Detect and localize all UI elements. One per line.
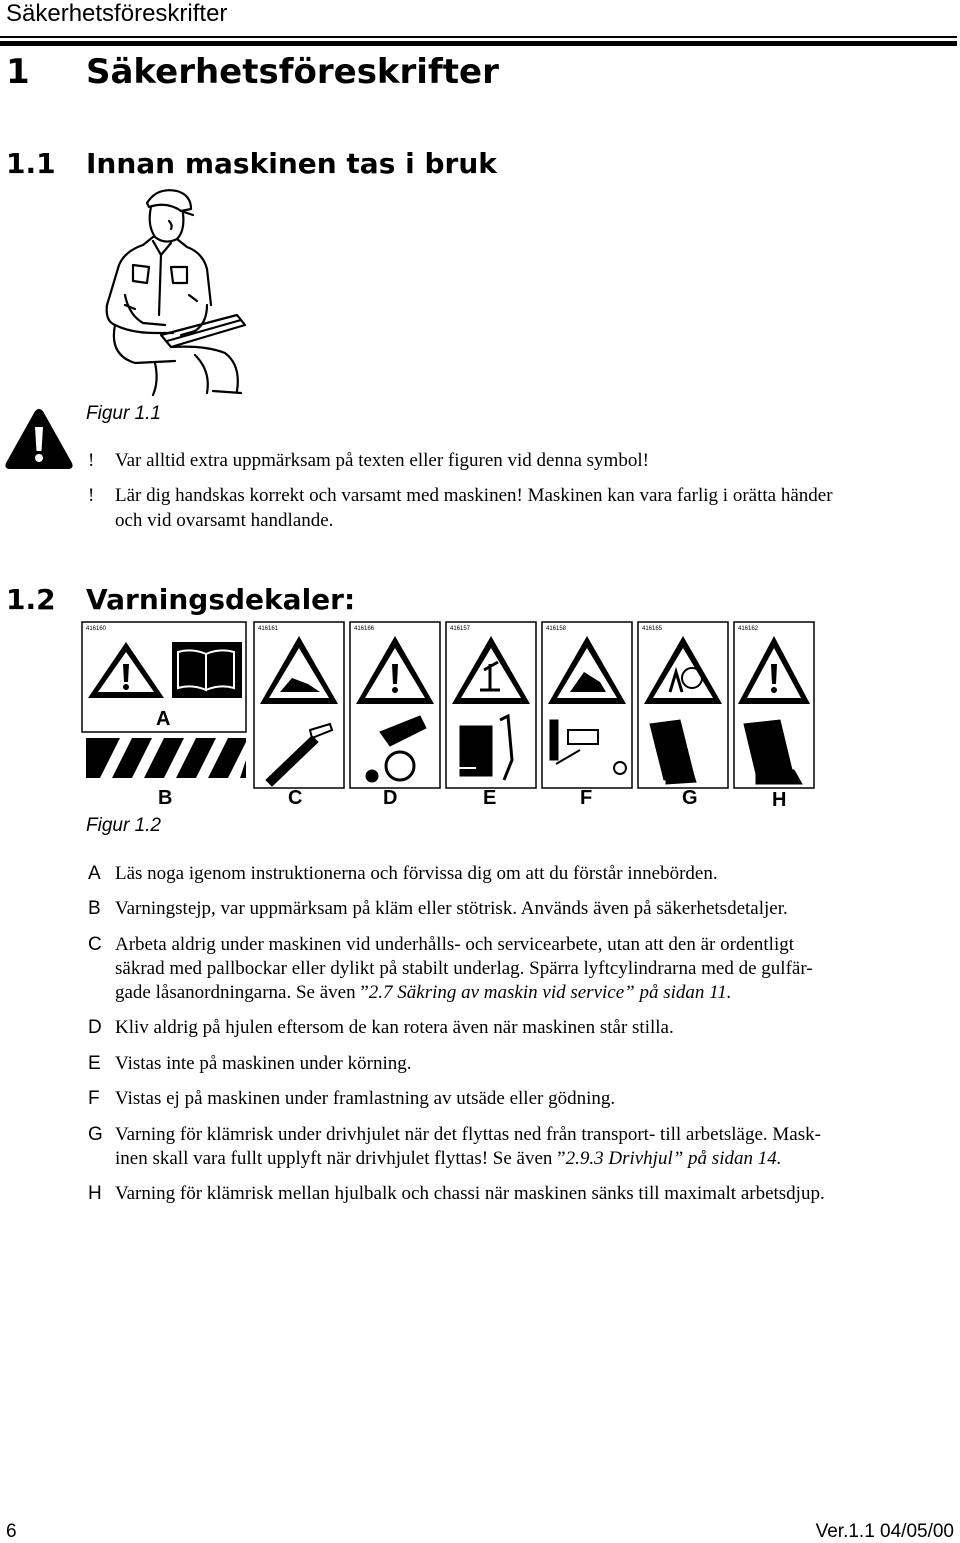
decal-label-g: G: [682, 787, 698, 809]
item-label: G: [88, 1124, 103, 1145]
decal-code: 416166: [354, 626, 375, 632]
item-text: Varningstejp, var uppmärksam på kläm eller stötrisk. Används även på säkerhetsdetaljer.: [115, 898, 788, 919]
item-label: B: [88, 898, 101, 919]
item-text: Läs noga igenom instruktionerna och förvissa dig om att du förstår innebörden.: [115, 863, 718, 884]
decal-label-a: A: [156, 708, 171, 730]
decal-code: 416160: [86, 626, 107, 632]
item-label: C: [88, 934, 102, 955]
chapter-number: 1: [6, 52, 30, 92]
list-item-f: [88, 1087, 936, 1111]
section-title: Innan maskinen tas i bruk: [86, 147, 497, 180]
item-text: inen skall vara fullt upplyft när drivhjulet flyttas! Se även ”: [115, 1148, 566, 1169]
item-text-line: Arbeta aldrig under maskinen vid underhålls- och servicearbete, utan att den är ordentligt: [115, 934, 794, 955]
item-text-line: Varning för klämrisk under drivhjulet när det flyttas ned från transport- till arbetsläge. Mask-: [115, 1124, 821, 1145]
item-label: D: [88, 1017, 102, 1038]
list-item-g: [88, 1123, 936, 1171]
list-item-a: [88, 862, 936, 886]
item-text-line: [115, 1147, 936, 1171]
item-text: Varning för klämrisk mellan hjulbalk och chassi när maskinen sänks till maximalt arbetsdjup.: [115, 1183, 825, 1204]
version-info: Ver.1.1 04/05/00: [815, 1521, 954, 1542]
decal-label-f: F: [580, 787, 593, 809]
decal-label-b: B: [158, 787, 173, 809]
section-number: 1.1: [6, 147, 56, 180]
item-label: A: [88, 863, 101, 884]
item-text-line: [115, 981, 936, 1005]
warning-decals-figure: [80, 620, 815, 790]
warning-text: Lär dig handskas korrekt och varsamt med maskinen! Maskinen kan vara farlig i orätta händer: [115, 485, 833, 506]
warning-mark: !: [88, 450, 95, 471]
warning-line-2-cont: och vid ovarsamt handlande.: [115, 510, 334, 531]
item-text: Vistas inte på maskinen under körning.: [115, 1053, 412, 1074]
chapter-title: Säkerhetsföreskrifter: [86, 52, 499, 92]
warning-mark: !: [88, 485, 95, 506]
figure-1-1-caption: Figur 1.1: [86, 403, 161, 424]
decal-code: 416161: [258, 626, 279, 632]
warning-text: Var alltid extra uppmärksam på texten eller figuren vid denna symbol!: [115, 450, 649, 471]
warning-line-2: [88, 484, 833, 508]
figure-1-2-caption: Figur 1.2: [86, 815, 161, 836]
decal-code: 416165: [642, 626, 663, 632]
list-item-e: [88, 1052, 936, 1076]
warning-triangle-icon: [3, 407, 75, 471]
decal-code: 416157: [450, 626, 471, 632]
item-label: H: [88, 1183, 102, 1204]
decal-label-c: C: [288, 787, 303, 809]
item-text-line: säkrad med pallbockar eller dylikt på stabilt underlag. Spärra lyftcylindrarna med de gulfär-: [115, 958, 813, 979]
decal-label-e: E: [483, 787, 497, 809]
person-reading-manual-illustration: [95, 185, 255, 400]
section-1-2-heading: [6, 583, 355, 616]
running-header: Säkerhetsföreskrifter: [6, 0, 228, 27]
section-1-1-heading: [6, 147, 497, 180]
cross-reference-link[interactable]: 2.9.3 Drivhjul” på sidan 14.: [565, 1148, 782, 1169]
item-text: gade låsanordningarna. Se även ”: [115, 982, 369, 1003]
page-number: 6: [6, 1521, 17, 1542]
header-rule-thin: [0, 36, 957, 38]
decal-code: 416158: [546, 626, 567, 632]
warning-line-1: [88, 449, 649, 473]
list-item-d: [88, 1016, 936, 1040]
item-text: Vistas ej på maskinen under framlastning av utsäde eller gödning.: [115, 1088, 616, 1109]
item-label: F: [88, 1088, 100, 1109]
chapter-heading: [6, 52, 499, 92]
decal-label-d: D: [383, 787, 398, 809]
item-text: Kliv aldrig på hjulen eftersom de kan rotera även när maskinen står stilla.: [115, 1017, 674, 1038]
decal-label-h: H: [772, 789, 787, 811]
cross-reference-link[interactable]: 2.7 Säkring av maskin vid service” på sidan 11.: [368, 982, 732, 1003]
list-item-c: [88, 933, 936, 1005]
list-item-h: [88, 1182, 936, 1206]
item-label: E: [88, 1053, 101, 1074]
header-rule-thick: [0, 41, 957, 46]
list-item-b: [88, 897, 936, 921]
section-title: Varningsdekaler:: [86, 583, 356, 616]
decal-code: 416162: [738, 626, 759, 632]
section-number: 1.2: [6, 583, 56, 616]
